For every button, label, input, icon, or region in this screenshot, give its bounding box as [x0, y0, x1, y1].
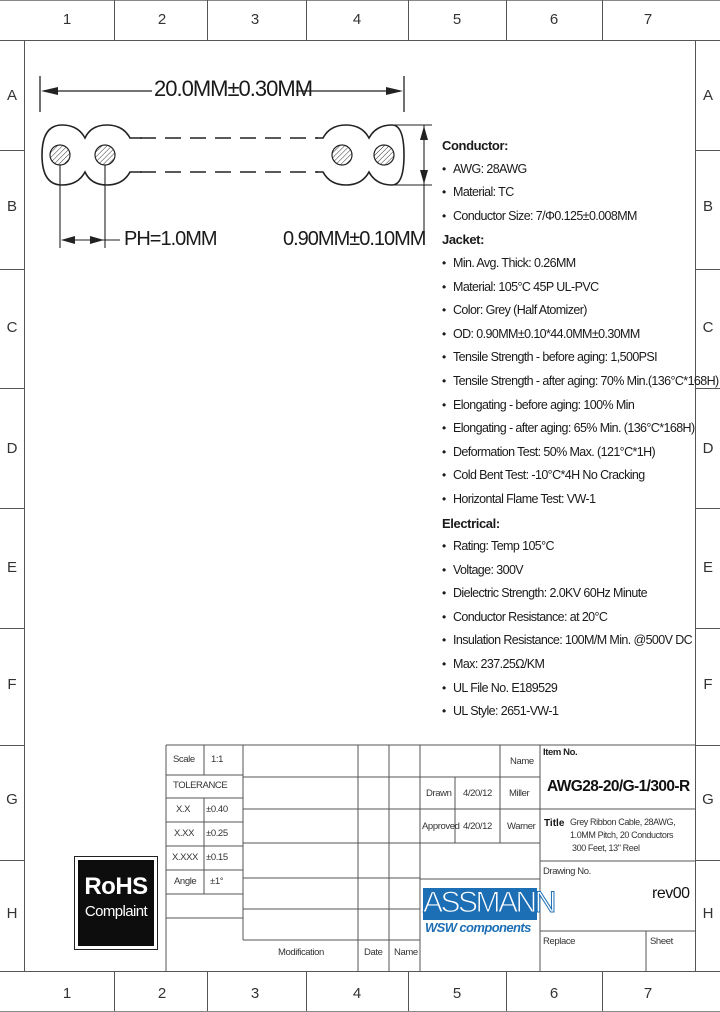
thickness-dimension-label: 0.90MM±0.10MM	[283, 228, 426, 250]
zone-col-2-bottom: 2	[157, 985, 167, 1002]
title-line-3: 300 Feet, 13" Reel	[572, 843, 640, 853]
assmann-logo	[423, 884, 554, 936]
spec-item: • Insulation Resistance: 100M/M Min. @500V DC	[442, 629, 712, 653]
name-label: Name	[394, 947, 418, 958]
tol-value-x-xx: ±0.25	[206, 828, 228, 839]
tol-label-x-x: X.X	[176, 804, 191, 815]
approved-date: 4/20/12	[463, 821, 492, 832]
zone-col-3-bottom: 3	[250, 985, 260, 1002]
spec-item: • Min. Avg. Thick: 0.26MM	[442, 252, 712, 276]
drawn-date: 4/20/12	[463, 788, 492, 799]
spec-item: • Dielectric Strength: 2.0KV 60Hz Minute	[442, 582, 712, 606]
zone-col-5-bottom: 5	[452, 985, 462, 1002]
zone-col-7: 7	[643, 11, 653, 28]
logo-main-text: ASSMANN	[423, 886, 554, 919]
drawn-label: Drawn	[426, 788, 452, 799]
conductor-section-title: Conductor:	[442, 138, 509, 153]
spec-item: • Rating: Temp 105°C	[442, 535, 712, 559]
tol-label-x-xx: X.XX	[174, 828, 195, 839]
zone-row-b: B	[6, 198, 17, 215]
spec-item: • Material: 105°C 45P UL-PVC	[442, 276, 712, 300]
zone-col-6: 6	[549, 11, 559, 28]
spec-item: • AWG: 28AWG	[442, 158, 712, 182]
zone-row-d-right: D	[702, 440, 714, 457]
title-label: Title	[544, 818, 565, 829]
zone-row-f: F	[7, 676, 17, 693]
zone-row-c-right: C	[702, 319, 714, 336]
spec-item: • Voltage: 300V	[442, 559, 712, 583]
jacket-section-title: Jacket:	[442, 232, 485, 248]
spec-item: • Horizontal Flame Test: VW-1	[442, 488, 712, 512]
zone-col-6-bottom: 6	[549, 985, 559, 1002]
spec-item: • Color: Grey (Half Atomizer)	[442, 299, 712, 323]
date-label: Date	[364, 947, 383, 958]
zone-row-b-right: B	[702, 198, 713, 215]
revision-number: rev00	[652, 885, 690, 902]
tol-label-angle: Angle	[174, 876, 197, 887]
width-dimension-label: 20.0MM±0.30MM	[154, 76, 313, 101]
replace-label: Replace	[543, 936, 576, 947]
zone-row-g-right: G	[702, 791, 714, 808]
zone-col-3: 3	[250, 11, 260, 28]
zone-col-2: 2	[157, 11, 167, 28]
spec-item: • Tensile Strength - after aging: 70% Min.(136°C*168H)	[442, 370, 712, 394]
zone-col-1: 1	[62, 11, 72, 28]
spec-item: • Deformation Test: 50% Max. (121°C*1H)	[442, 441, 712, 465]
rohs-label: RoHS	[84, 873, 148, 900]
spec-item: • Elongating - before aging: 100% Min	[442, 394, 712, 418]
zone-col-5: 5	[452, 11, 462, 28]
zone-col-7-bottom: 7	[643, 985, 653, 1002]
tol-value-x-x: ±0.40	[206, 804, 228, 815]
zone-row-f-right: F	[703, 676, 713, 693]
approved-name: Warner	[507, 821, 536, 832]
title-line-1: Grey Ribbon Cable, 28AWG,	[570, 817, 676, 827]
zone-row-e-right: E	[702, 559, 713, 576]
title-text	[570, 816, 675, 855]
spec-item: • Tensile Strength - before aging: 1,500PSI	[442, 346, 712, 370]
modification-label: Modification	[278, 947, 324, 958]
spec-item: • Max: 237.25Ω/KM	[442, 653, 712, 677]
rohs-sub-label: Complaint	[84, 903, 148, 920]
spec-item: • Elongating - after aging: 65% Min. (136°C*168H)	[442, 417, 712, 441]
zone-col-1-bottom: 1	[62, 985, 72, 1002]
zone-row-c: C	[6, 319, 18, 336]
drawn-name: Miller	[509, 788, 530, 799]
approved-label: Approved	[422, 821, 460, 832]
scale-label: Scale	[173, 754, 195, 765]
spec-item: • Conductor Size: 7/Φ0.125±0.008MM	[442, 205, 712, 229]
scale-value: 1:1	[211, 754, 224, 765]
zone-row-a: A	[6, 87, 17, 104]
name-header: Name	[510, 756, 534, 767]
tol-value-x-xxx: ±0.15	[206, 852, 228, 863]
zone-row-g: G	[6, 791, 18, 808]
spec-item: • UL File No. E189529	[442, 677, 712, 701]
zone-col-4-bottom: 4	[352, 985, 362, 1002]
logo-sub-text: WSW components	[425, 920, 531, 935]
item-no-label: Item No.	[543, 747, 578, 758]
drawing-no-label: Drawing No.	[543, 866, 591, 877]
pitch-dimension-label: PH=1.0MM	[124, 228, 217, 250]
sheet-label: Sheet	[650, 936, 673, 947]
spec-item: • UL Style: 2651-VW-1	[442, 700, 712, 724]
title-line-2: 1.0MM Pitch, 20 Conductors	[570, 830, 674, 840]
zone-row-h-right: H	[702, 905, 714, 922]
tol-label-x-xxx: X.XXX	[172, 852, 198, 863]
zone-row-a-right: A	[702, 87, 713, 104]
electrical-section-title: Electrical:	[442, 515, 500, 531]
tolerance-label: TOLERANCE	[173, 780, 228, 791]
spec-item: • Material: TC	[442, 181, 712, 205]
zone-row-d: D	[6, 440, 18, 457]
spec-item: • OD: 0.90MM±0.10*44.0MM±0.30MM	[442, 323, 712, 347]
spec-item: • Conductor Resistance: at 20°C	[442, 606, 712, 630]
zone-row-h: H	[6, 905, 18, 922]
zone-col-4: 4	[352, 11, 362, 28]
item-number: AWG28-20/G-1/300-R	[547, 778, 690, 795]
spec-item: • Cold Bent Test: -10°C*4H No Cracking	[442, 464, 712, 488]
zone-row-e: E	[6, 559, 17, 576]
tol-value-angle: ±1°	[210, 876, 224, 887]
